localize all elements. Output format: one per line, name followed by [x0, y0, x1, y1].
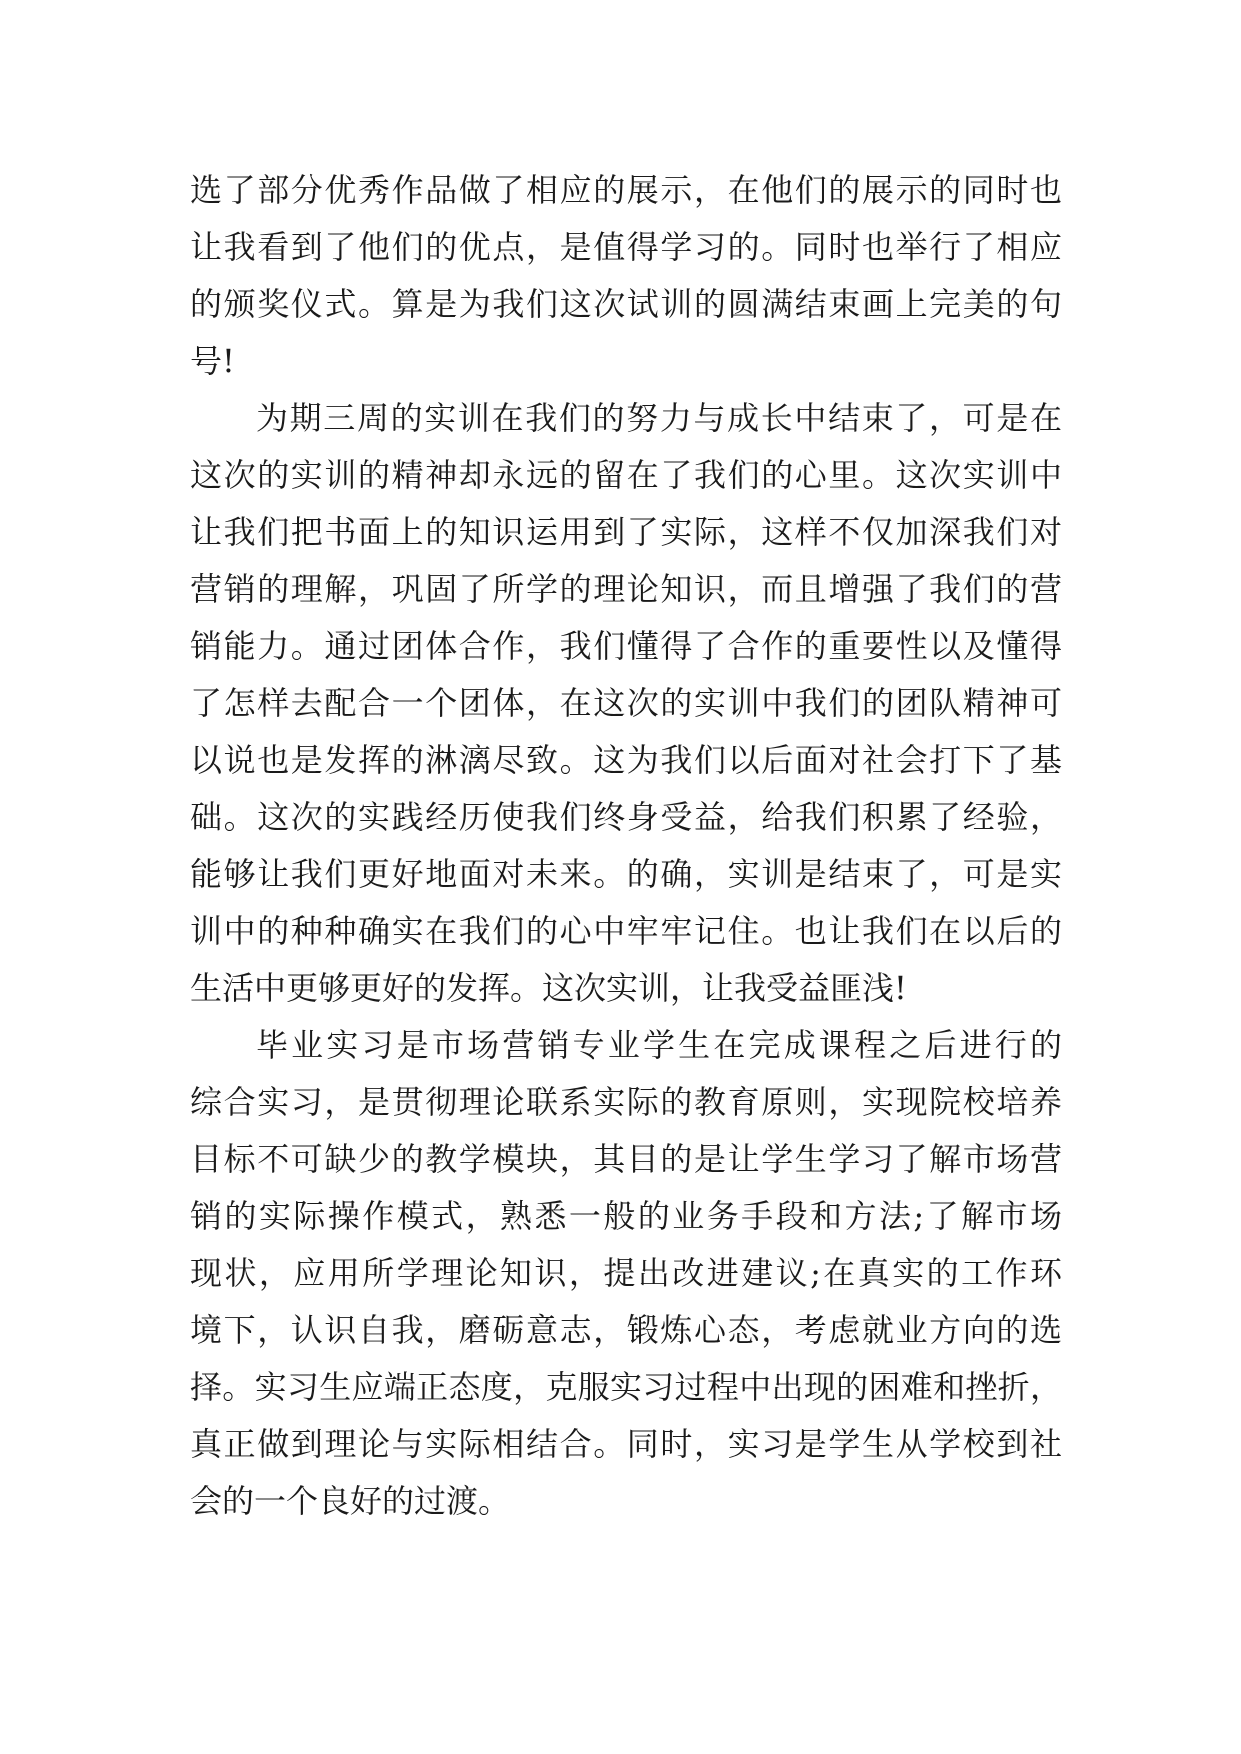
text-line: 的颁奖仪式。算是为我们这次试训的圆满结束画上完美的句 — [190, 285, 1062, 323]
text-line: 号! — [190, 342, 235, 380]
text-line: 了怎样去配合一个团体，在这次的实训中我们的团队精神可 — [190, 684, 1062, 722]
text-line: 毕业实习是市场营销专业学生在完成课程之后进行的 — [256, 1026, 1062, 1064]
text-line: 础。这次的实践经历使我们终身受益，给我们积累了经验， — [190, 798, 1062, 836]
text-line: 让我看到了他们的优点，是值得学习的。同时也举行了相应 — [190, 228, 1062, 266]
text-line: 这次的实训的精神却永远的留在了我们的心里。这次实训中 — [190, 456, 1062, 494]
text-line: 让我们把书面上的知识运用到了实际，这样不仅加深我们对 — [190, 513, 1062, 551]
text-line: 为期三周的实训在我们的努力与成长中结束了，可是在 — [256, 399, 1062, 437]
text-line: 以说也是发挥的淋漓尽致。这为我们以后面对社会打下了基 — [190, 741, 1062, 779]
text-line: 训中的种种确实在我们的心中牢牢记住。也让我们在以后的 — [190, 912, 1062, 950]
text-line: 销的实际操作模式，熟悉一般的业务手段和方法;了解市场 — [190, 1197, 1062, 1235]
text-line: 会的一个良好的过渡。 — [190, 1482, 511, 1520]
paragraph-3 — [190, 1017, 1062, 1530]
text-line: 综合实习，是贯彻理论联系实际的教育原则，实现院校培养 — [190, 1083, 1062, 1121]
text-line: 境下，认识自我，磨砺意志，锻炼心态，考虑就业方向的选 — [190, 1311, 1062, 1349]
text-line: 销能力。通过团体合作，我们懂得了合作的重要性以及懂得 — [190, 627, 1062, 665]
text-line: 真正做到理论与实际相结合。同时，实习是学生从学校到社 — [190, 1425, 1062, 1463]
text-line: 目标不可缺少的教学模块，其目的是让学生学习了解市场营 — [190, 1140, 1062, 1178]
body-text — [190, 162, 1062, 1530]
text-line: 生活中更够更好的发挥。这次实训，让我受益匪浅! — [190, 969, 907, 1007]
text-line: 择。实习生应端正态度，克服实习过程中出现的困难和挫折， — [190, 1368, 1062, 1406]
text-line: 现状，应用所学理论知识，提出改进建议;在真实的工作环 — [190, 1254, 1062, 1292]
text-line: 营销的理解，巩固了所学的理论知识，而且增强了我们的营 — [190, 570, 1062, 608]
paragraph-2 — [190, 390, 1062, 1017]
paragraph-1 — [190, 162, 1062, 390]
text-line: 能够让我们更好地面对未来。的确，实训是结束了，可是实 — [190, 855, 1062, 893]
text-line: 选了部分优秀作品做了相应的展示，在他们的展示的同时也 — [190, 171, 1062, 209]
